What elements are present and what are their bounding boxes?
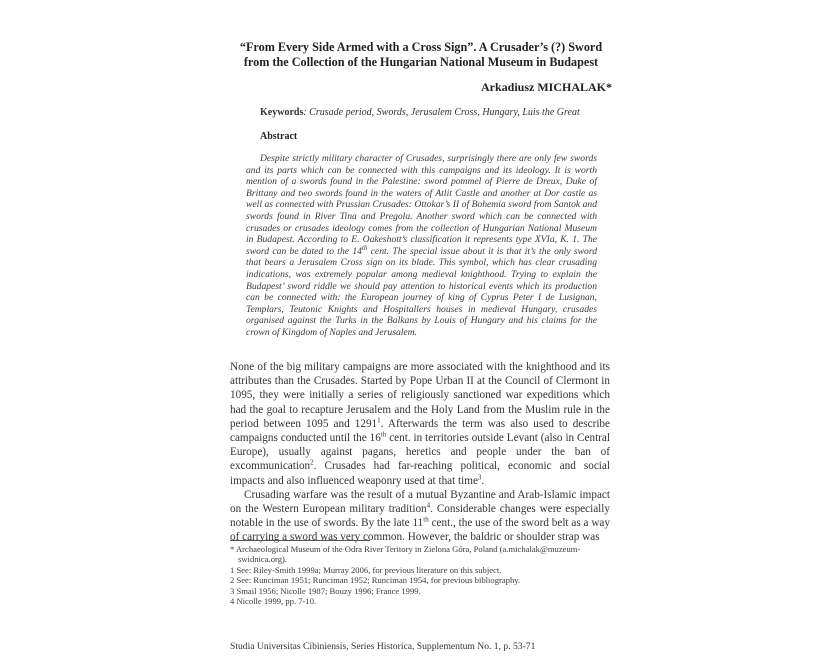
footnote-divider xyxy=(230,540,370,541)
keywords xyxy=(260,107,580,118)
body-text xyxy=(230,360,610,545)
paper-page xyxy=(228,0,614,662)
keywords-text: : Crusade period, Swords, Jerusalem Cross, Hungary, Luis the Great xyxy=(303,107,580,118)
footnote-2: 2 See: Runciman 1951; Runciman 1952; Runciman 1954, for previous bibliography. xyxy=(230,575,521,586)
paragraph-2: Crusading warfare was the result of a mutual Byzantine and Arab-Islamic impact on the Western European military tradition$^4$. Considerable changes were especially notable in the use of swords. By the late 11th cent., the use of the sword belt as a way of carrying a sword was very common. However, the baldric or shoulder strap was xyxy=(230,488,610,544)
paper-title xyxy=(228,40,614,70)
keywords-label: Keywords xyxy=(260,107,304,118)
abstract-text: Despite strictly military character of Crusades, surprisingly there are only few swords and its parts which can be connected with this campaigns and its ideology. It is worth mention of a swords found in the Palestine: sword pommel of Pierre de Dreux, Duke of Brittany and two swords found in the waters of Atlit Castle and another at Dor castle as well as connected with Prussian Crusades: Ottokar’s II of Bohemia sword from Santok and swords found in River Tina and Pregola. Another sword which can be connected with crusades or crusades ideology comes from the collection of Hungarian National Museum in Budapest. According to E. Oakeshott’s classification it represents type XVIa, K. 1. The sword can be dated to the 14th cent. The special issue about it is that it’s the only sword that bears a Jerusalem Cross sign on its blade. This symbol, which has clear crusading indications, was extremely popular among medieval knighthood. Trying to explain the Budapest’ sword riddle we should pay attention to historical events which its production can be connected with: the European journey of king of Cyprus Peter I de Lusignan, Templars, Teutonic Knights and Hospitallers houses in medieval Hungary, crusades organised against the Turks in the Balkans by Louis of Hungary and his claims for the crown of Kingdom of Naples and Jerusalem. xyxy=(246,153,597,338)
title-line-1: “From Every Side Armed with a Cross Sign”. A Crusader’s (?) Sword xyxy=(239,40,603,54)
footnote-1: 1 See: Riley-Smith 1999a; Murray 2006, for previous literature on this subject. xyxy=(230,564,502,575)
journal-citation: Studia Universitas Cibiniensis, Series Historica, Supplementum No. 1, p. 53-71 xyxy=(230,641,536,652)
footnote-3: 3 Smail 1956; Nicolle 1987; Bouzy 1996; France 1999. xyxy=(230,585,421,596)
title-line-2: from the Collection of the Hungarian National Museum in Budapest xyxy=(243,55,599,69)
footnote-star: * Archaeological Museum of the Odra River Teritory in Zielona Góra, Poland (a.michalak@muzeum-swidnica.org). xyxy=(230,544,581,565)
paragraph-1: None of the big military campaigns are more associated with the knighthood and its attributes than the Crusades. Started by Pope Urban II at the Council of Clermont in 1095, they were initially a series of religiously sanctioned war expeditions which had the goal to recapture Jerusalem and the Holy Land from the Muslim rule in the period between 1095 and 1291$^1$. Afterwards the term was also used to describe campaigns conducted until the 16th cent. in territories outside Levant (also in Central Europe), usually against pagans, heretics and people under the ban of excommunication$^2$. Crusades had far-reaching political, economic and social impacts and also influenced weaponry used at that time$^3$. xyxy=(230,361,610,487)
abstract-heading: Abstract xyxy=(260,131,298,142)
footnote-4: 4 Nicolle 1999, pp. 7-10. xyxy=(230,596,317,607)
footnotes xyxy=(230,544,610,606)
author-name: Arkadiusz MICHALAK* xyxy=(480,80,612,94)
